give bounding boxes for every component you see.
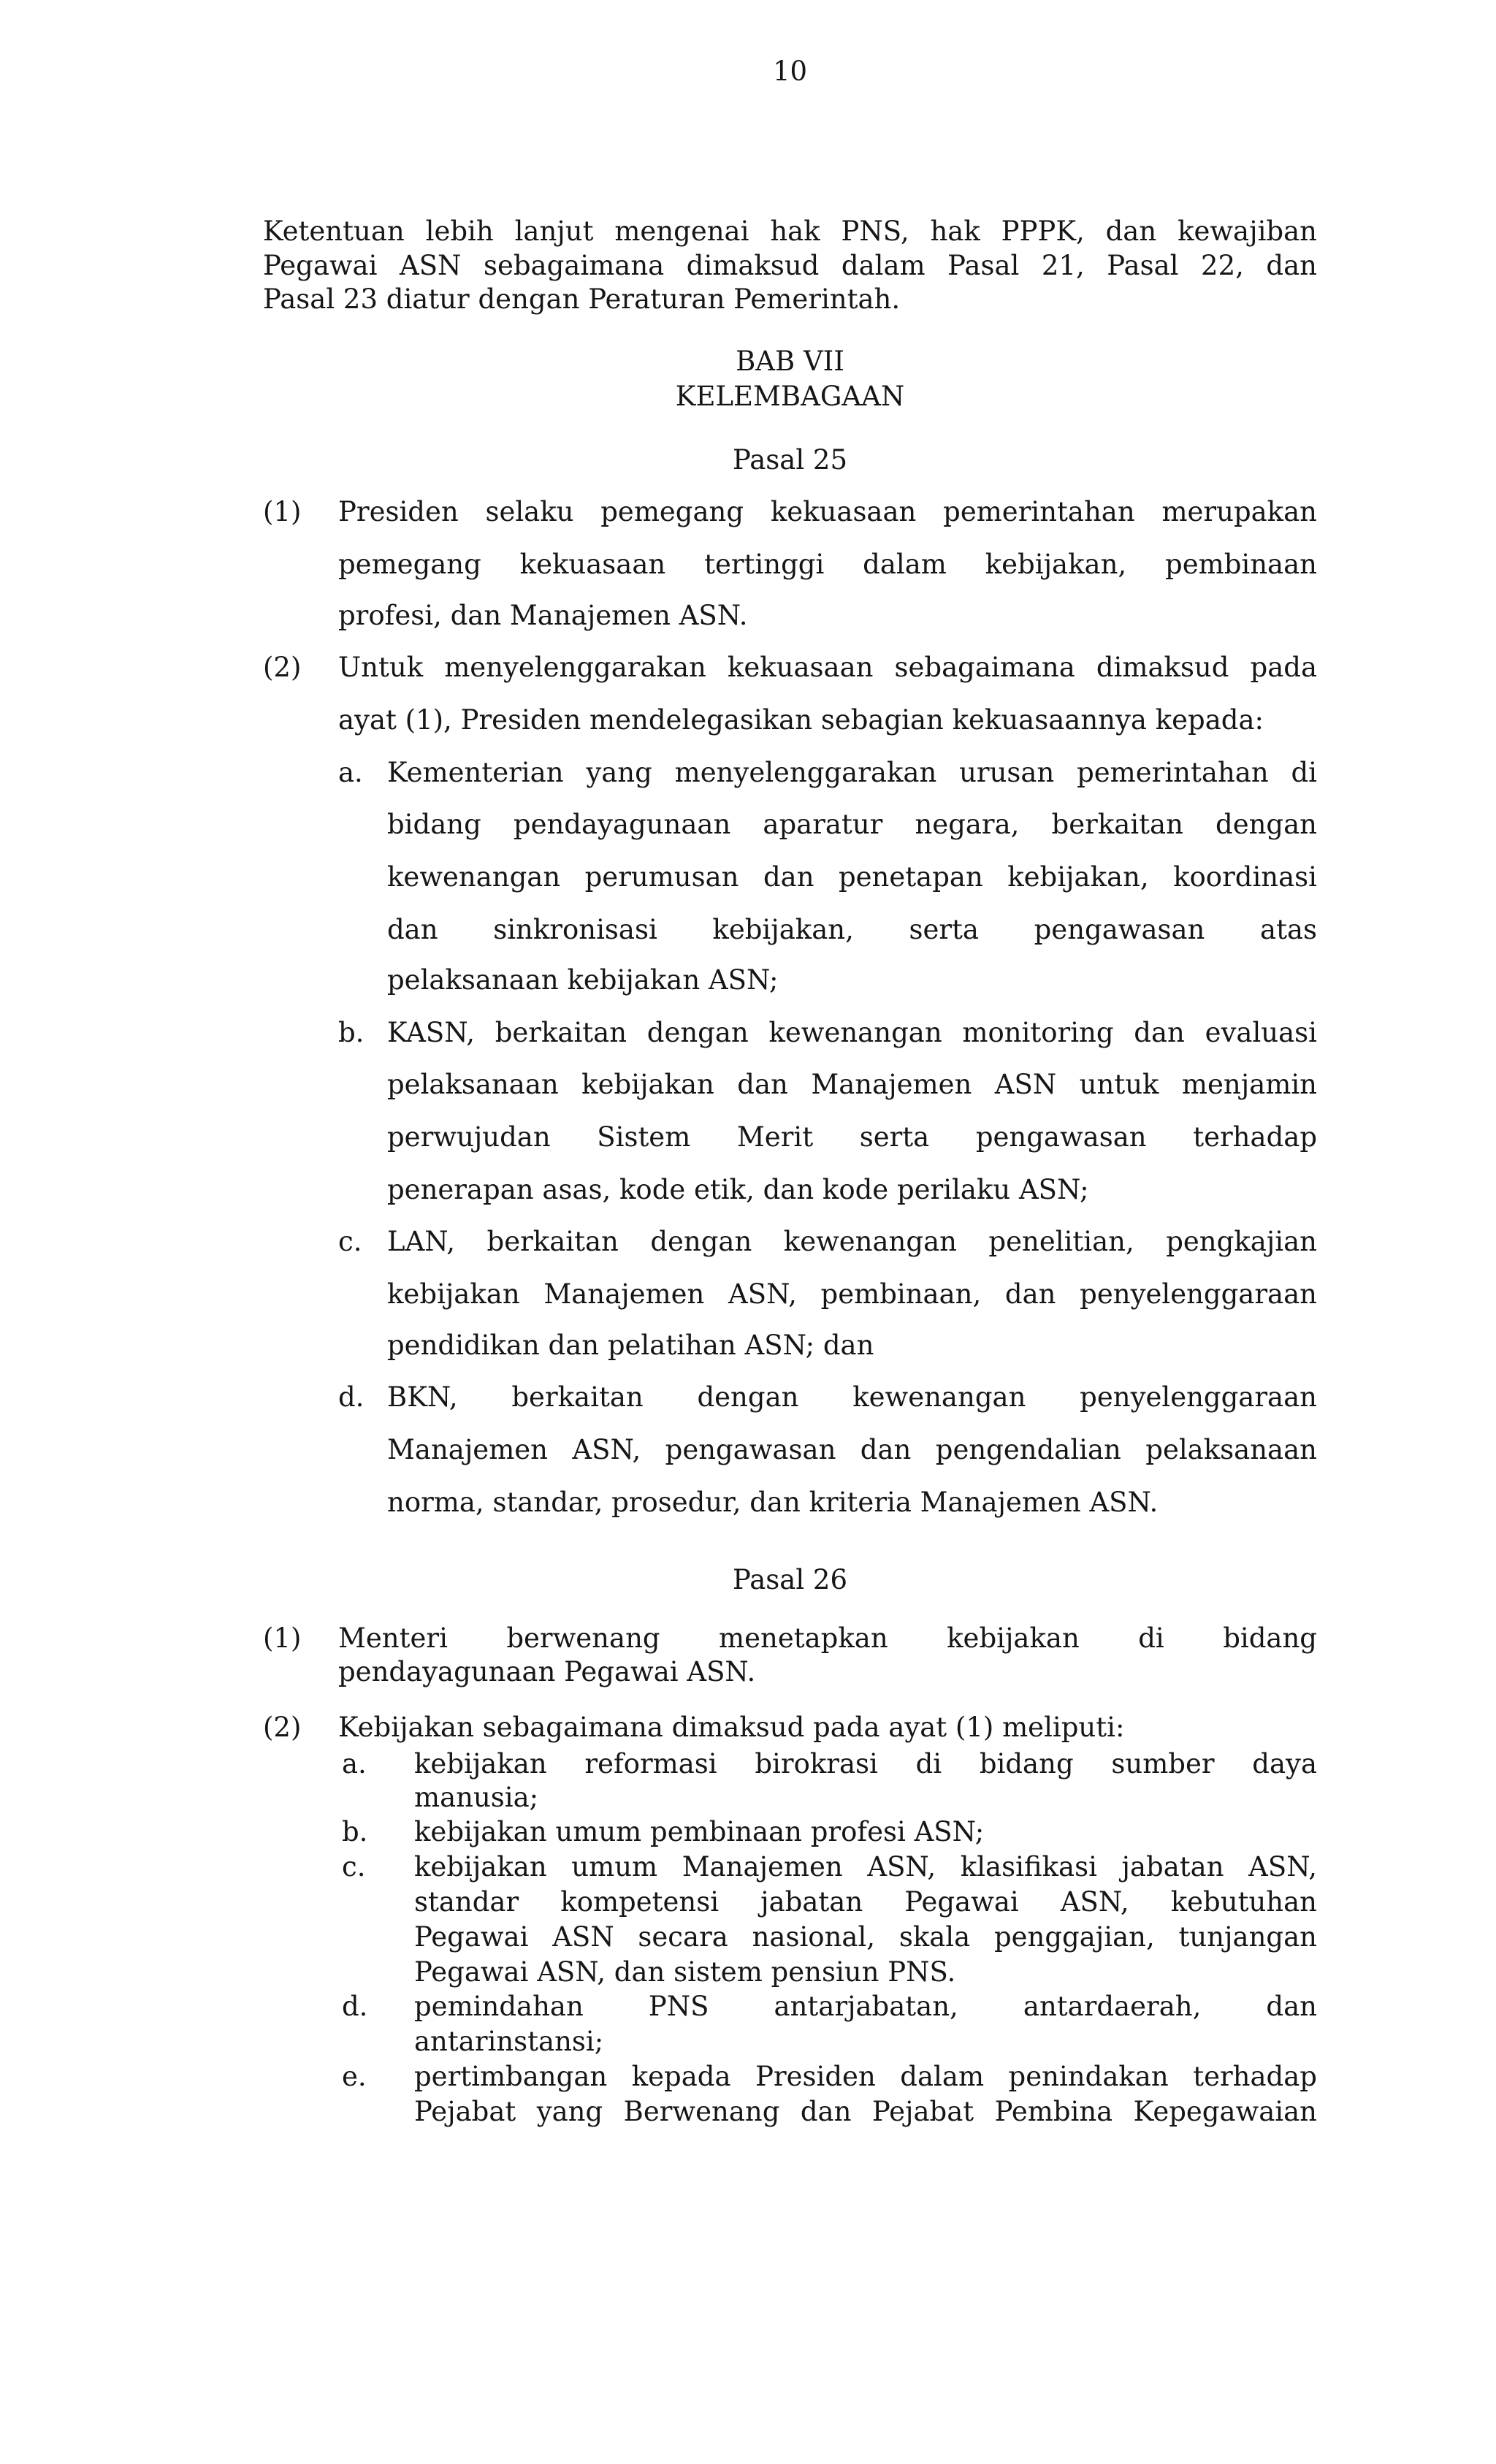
item-line: pertimbangan kepada Presiden dalam penindakan terhadap	[414, 2061, 1317, 2092]
article-heading: Pasal 26	[732, 1564, 847, 1595]
item-letter: e.	[342, 2061, 367, 2092]
clause-line: pemegang kekuasaan tertinggi dalam kebijakan, pembinaan	[338, 549, 1317, 580]
item-letter: a.	[338, 757, 363, 788]
item-letter: c.	[338, 1226, 362, 1257]
item-line: Pegawai ASN secara nasional, skala penggajian, tunjangan	[414, 1921, 1317, 1953]
paragraph-line: Ketentuan lebih lanjut mengenai hak PNS, hak PPPK, dan kewajiban	[263, 215, 1317, 247]
item-line: pelaksanaan kebijakan dan Manajemen ASN untuk menjamin	[387, 1069, 1317, 1100]
item-line: kebijakan Manajemen ASN, pembinaan, dan penyelenggaraan	[387, 1278, 1317, 1310]
clause-number: (2)	[263, 652, 302, 683]
item-line: kewenangan perumusan dan penetapan kebijakan, koordinasi	[387, 861, 1317, 893]
item-line: kebijakan reformasi birokrasi di bidang sumber daya	[414, 1748, 1317, 1780]
clause-line: Presiden selaku pemegang kekuasaan pemerintahan merupakan	[338, 496, 1317, 527]
clause-line: profesi, dan Manajemen ASN.	[338, 600, 748, 631]
item-letter: c.	[342, 1851, 366, 1883]
item-line: pelaksanaan kebijakan ASN;	[387, 964, 779, 996]
item-letter: b.	[338, 1017, 365, 1048]
item-line: dan sinkronisasi kebijakan, serta pengawasan atas	[387, 914, 1317, 945]
clause-number: (2)	[263, 1712, 302, 1743]
item-line: bidang pendayagunaan aparatur negara, berkaitan dengan	[387, 809, 1317, 840]
item-letter: b.	[342, 1816, 368, 1847]
item-line: antarinstansi;	[414, 2026, 604, 2057]
item-line: norma, standar, prosedur, dan kriteria Manajemen ASN.	[387, 1487, 1159, 1518]
chapter-number: BAB VII	[736, 346, 844, 377]
item-line: Manajemen ASN, pengawasan dan pengendalian pelaksanaan	[387, 1434, 1317, 1465]
page-number: 10	[772, 56, 808, 87]
item-letter: d.	[338, 1381, 365, 1413]
item-line: perwujudan Sistem Merit serta pengawasan terhadap	[387, 1121, 1317, 1153]
clause-line: Menteri berwenang menetapkan kebijakan di bidang	[338, 1622, 1317, 1654]
item-line: pemindahan PNS antarjabatan, antardaerah, dan	[414, 1991, 1317, 2022]
item-line: Kementerian yang menyelenggarakan urusan pemerintahan di	[387, 757, 1317, 788]
clause-line: pendayagunaan Pegawai ASN.	[338, 1656, 756, 1687]
chapter-title: KELEMBAGAAN	[675, 381, 905, 412]
item-line: pendidikan dan pelatihan ASN; dan	[387, 1330, 874, 1361]
clause-number: (1)	[263, 1622, 302, 1654]
item-line: BKN, berkaitan dengan kewenangan penyelenggaraan	[387, 1381, 1317, 1413]
item-line: Pejabat yang Berwenang dan Pejabat Pembina Kepegawaian	[414, 2096, 1317, 2127]
clause-line: Kebijakan sebagaimana dimaksud pada ayat (1) meliputi:	[338, 1712, 1125, 1743]
paragraph-line: Pegawai ASN sebagaimana dimaksud dalam Pasal 21, Pasal 22, dan	[263, 250, 1317, 281]
item-line: LAN, berkaitan dengan kewenangan penelitian, pengkajian	[387, 1226, 1317, 1257]
item-line: kebijakan umum pembinaan profesi ASN;	[414, 1816, 985, 1847]
item-letter: a.	[342, 1748, 367, 1780]
article-heading: Pasal 25	[732, 444, 847, 476]
item-line: kebijakan umum Manajemen ASN, klasifikasi jabatan ASN,	[414, 1851, 1317, 1883]
clause-line: Untuk menyelenggarakan kekuasaan sebagaimana dimaksud pada	[338, 652, 1317, 683]
item-line: standar kompetensi jabatan Pegawai ASN, kebutuhan	[414, 1886, 1317, 1918]
item-line: Pegawai ASN, dan sistem pensiun PNS.	[414, 1956, 956, 1988]
item-letter: d.	[342, 1991, 368, 2022]
clause-number: (1)	[263, 496, 302, 527]
clause-line: ayat (1), Presiden mendelegasikan sebagian kekuasaannya kepada:	[338, 704, 1264, 736]
item-line: KASN, berkaitan dengan kewenangan monitoring dan evaluasi	[387, 1017, 1317, 1048]
item-line: manusia;	[414, 1782, 539, 1813]
paragraph-line: Pasal 23 diatur dengan Peraturan Pemerintah.	[263, 283, 901, 315]
item-line: penerapan asas, kode etik, dan kode perilaku ASN;	[387, 1174, 1089, 1205]
